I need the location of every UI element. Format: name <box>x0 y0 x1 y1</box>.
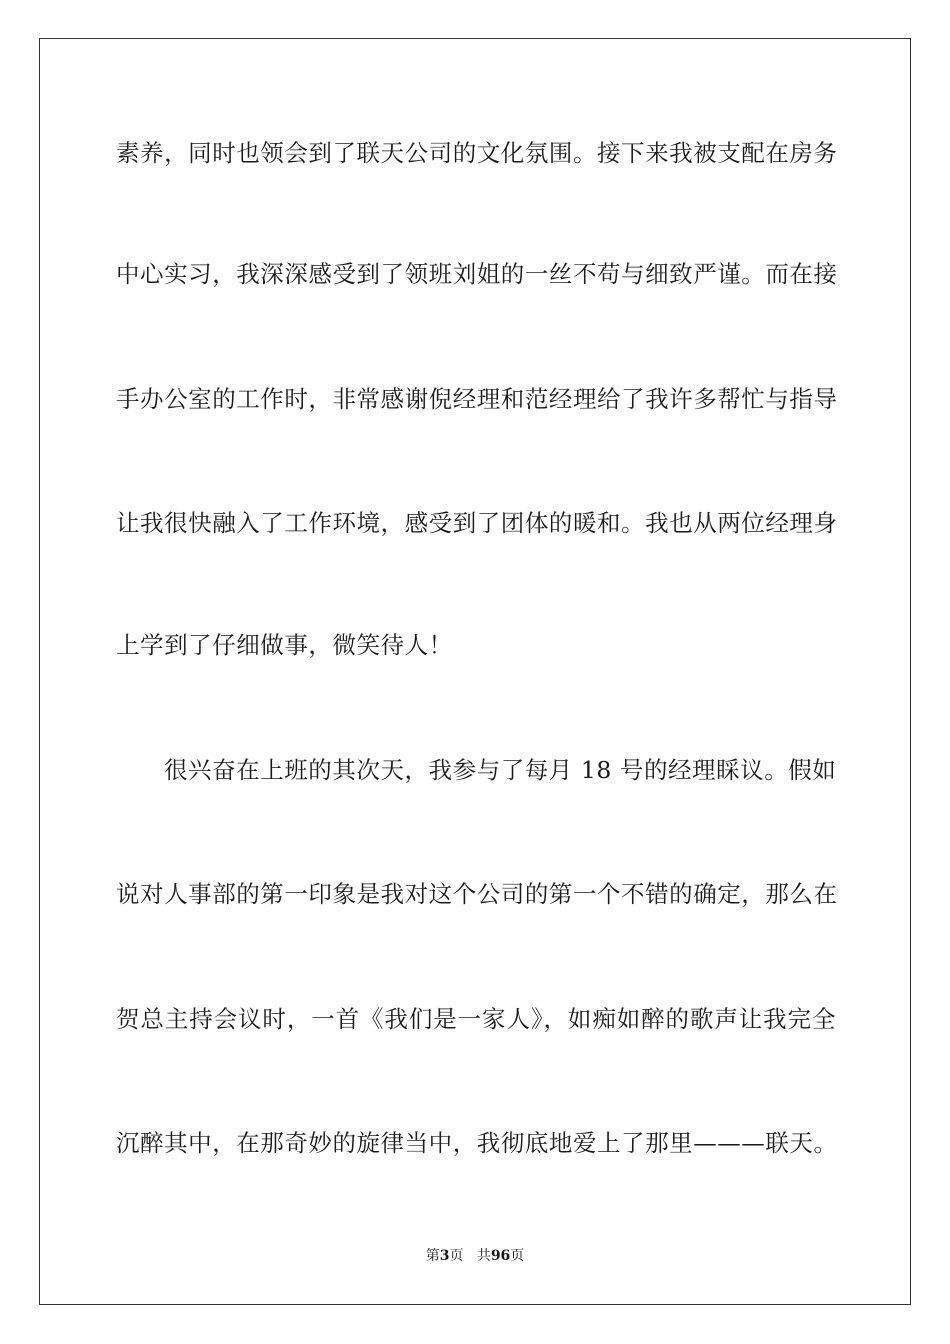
body-line-6-paragraph-start: 很兴奋在上班的其次天，我参与了每月 18 号的经理睬议。假如 <box>164 756 837 784</box>
footer-page-number: 3 <box>439 1248 450 1264</box>
page-footer <box>0 1247 950 1265</box>
body-line-3: 手办公室的工作时，非常感谢倪经理和范经理给了我许多帮忙与指导 <box>116 385 838 413</box>
body-line-1: 素养，同时也领会到了联天公司的文化氛围。接下来我被支配在房务 <box>116 139 838 167</box>
footer-total-prefix: 共 <box>476 1248 491 1264</box>
body-line-8: 贺总主持会议时，一首《我们是一家人》，如痴如醉的歌声让我完全 <box>116 1005 836 1033</box>
body-line-2: 中心实习，我深深感受到了领班刘姐的一丝不苟与细致严谨。而在接 <box>116 260 838 288</box>
body-line-7: 说对人事部的第一印象是我对这个公司的第一个不错的确定，那么在 <box>116 880 838 908</box>
footer-page-prefix: 第 <box>425 1248 440 1264</box>
footer-page-suffix: 页 <box>449 1248 464 1264</box>
body-line-4: 让我很快融入了工作环境，感受到了团体的暖和。我也从两位经理身 <box>116 509 838 537</box>
footer-total-pages: 96 <box>490 1248 511 1264</box>
page-border <box>39 38 911 1305</box>
body-line-5: 上学到了仔细做事，微笑待人！ <box>116 631 453 659</box>
footer-total-suffix: 页 <box>510 1248 525 1264</box>
body-line-9: 沉醉其中，在那奇妙的旋律当中，我彻底地爱上了那里———联天。 <box>116 1129 838 1157</box>
